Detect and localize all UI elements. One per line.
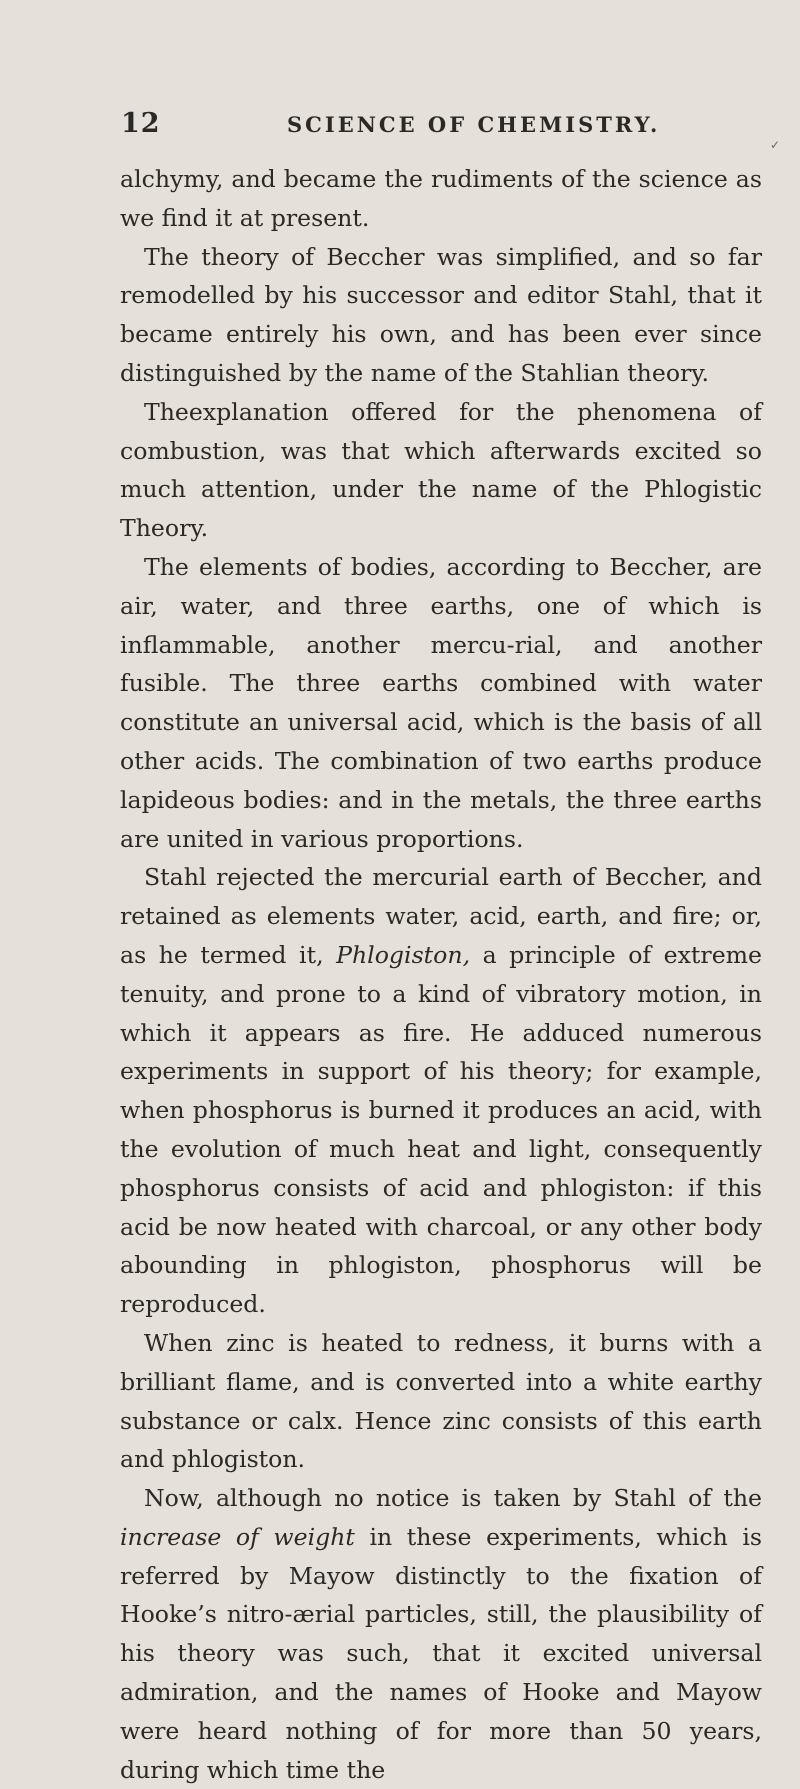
- paragraph-7: [120, 1479, 762, 1789]
- margin-mark: ✓: [770, 138, 781, 152]
- paragraph-7-text-rest: in these experiments, which is referred by Mayow distinctly to the fixation of Hooke’s nitro-ærial particles, still, the plausibility of his theory was such, that it excited universal admiration, and the names of Hooke and Mayow were heard nothing of for more than 50 years, during which time the: [120, 1522, 762, 1784]
- paragraph-6: [120, 1324, 762, 1479]
- paragraph-5: [120, 858, 762, 1324]
- paragraph-5-text-rest: a principle of extreme tenuity, and prone to a kind of vibratory motion, in which it appears as fire. He adduced numerous experiments in support of his theory; for example, when phosphorus is burned it produces an acid, with the evolution of much heat and light, consequently phosphorus consists of acid and phlogiston: if this acid be now heated with charcoal, or any other body abounding in phlogiston, phosphorus will be reproduced.: [120, 940, 762, 1319]
- paragraph-4: [120, 548, 762, 858]
- page-number: 12: [121, 108, 161, 139]
- paragraph-7-text-start: Now, although no notice is taken by Stahl of the: [144, 1484, 762, 1513]
- paragraph-1-text: alchymy, and became the rudiments of the science as we find it at present.: [120, 165, 762, 232]
- paragraph-2-text: The theory of Beccher was simplified, and so far remodelled by his successor and editor Stahl, that it became entirely his own, and has been ever since distinguished by the name of the Stahlian theory.: [120, 242, 762, 387]
- running-title: SCIENCE OF CHEMISTRY.: [287, 112, 661, 137]
- increase-of-weight-italic: increase of weight: [120, 1522, 355, 1551]
- paragraph-4-text: The elements of bodies, according to Beccher, are air, water, and three earths, one of which is inflammable, another mercu-rial, and another fusible. The three earths combined with water constitute an universal acid, which is the basis of all other acids. The combination of two earths produce lapideous bodies: and in the metals, the three earths are united in various proportions.: [120, 552, 762, 853]
- paragraph-5-text-start: Stahl rejected the mercurial earth of Beccher, and retained as elements water, acid, earth, and fire; or, as he termed it,: [120, 863, 762, 969]
- running-head: [121, 108, 761, 144]
- paragraph-3: [120, 393, 762, 548]
- phlogiston-italic: Phlogiston,: [336, 940, 471, 969]
- paragraph-3-text: Theexplanation offered for the phenomena of combustion, was that which afterwards excited so much attention, under the name of the Phlogistic Theory.: [120, 397, 762, 543]
- paragraph-1: [120, 160, 762, 238]
- body-text: [120, 160, 762, 1789]
- paragraph-2: [120, 238, 762, 393]
- paragraph-6-text: When zinc is heated to redness, it burns with a brilliant flame, and is converted into a white earthy substance or calx. Hence zinc consists of this earth and phlogiston.: [120, 1328, 762, 1474]
